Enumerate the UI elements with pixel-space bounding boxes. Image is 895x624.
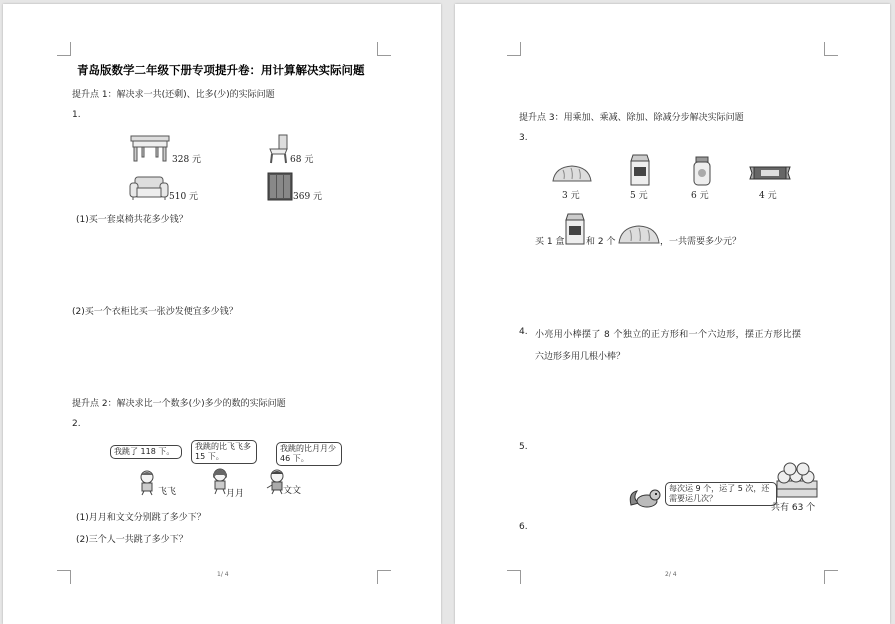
section-heading-3: 提升点 3：用乘加、乘减、除加、除减分步解决实际问题 (519, 113, 744, 123)
milk-carton-illustration (564, 213, 586, 245)
question-number: 1. (72, 110, 81, 120)
question-number: 4. (519, 327, 528, 337)
sofa-illustration (129, 175, 169, 201)
section-heading-2: 提升点 2：解决求比一个数多(少)多少的数的实际问题 (72, 399, 286, 409)
crop-mark (507, 42, 521, 56)
child-name: 月月 (226, 489, 245, 499)
question-4-line-1: 小亮用小棒摆了 8 个独立的正方形和一个六边形，摆正方形比摆 (535, 330, 802, 340)
question-number: 3. (519, 133, 528, 143)
apple-crate-illustration (775, 462, 819, 498)
milk-carton-illustration (629, 154, 651, 186)
chair-price: 68 元 (290, 155, 314, 165)
crop-mark (57, 42, 71, 56)
bread-illustration (551, 164, 593, 184)
jar-illustration (692, 156, 712, 186)
snack-bar-illustration (749, 164, 791, 182)
snack-price: 4 元 (759, 191, 777, 201)
speech-bubble: 每次运 9 个，运了 5 次，还需要运几次？ (665, 482, 777, 506)
question-1-part-1: (1)买一套桌椅共花多少钱？ (76, 215, 188, 225)
page-number: 2/ 4 (665, 571, 677, 578)
bread-illustration (617, 224, 661, 246)
question-3-text-b: 和 2 个 (586, 237, 616, 247)
crop-mark (824, 42, 838, 56)
child-name: 文文 (283, 486, 302, 496)
crop-mark (57, 570, 71, 584)
table-illustration (130, 134, 172, 162)
speech-bubble: 我跳的比飞飞多 15 下。 (191, 440, 257, 464)
document-title: 青岛版数学二年级下册专项提升卷：用计算解决实际问题 (77, 63, 365, 77)
question-2-part-1: (1)月月和文文分别跳了多少下？ (76, 513, 206, 523)
child-illustration (136, 470, 158, 496)
question-number: 6. (519, 522, 528, 532)
crop-mark (377, 570, 391, 584)
apple-total: 共有 63 个 (771, 503, 816, 513)
milk-price: 5 元 (630, 191, 648, 201)
document-page-1 (3, 4, 441, 624)
question-2-part-2: (2)三个人一共跳了多少下？ (76, 535, 188, 545)
crop-mark (377, 42, 391, 56)
chair-illustration (267, 134, 291, 164)
wardrobe-illustration (267, 172, 293, 202)
section-heading-1: 提升点 1：解决求一共(还剩)、比多(少)的实际问题 (72, 90, 275, 100)
question-1-part-2: (2)买一个衣柜比买一张沙发便宜多少钱？ (72, 307, 238, 317)
crop-mark (824, 570, 838, 584)
question-number: 5. (519, 442, 528, 452)
question-4-line-2: 六边形多用几根小棒？ (535, 352, 626, 362)
jar-price: 6 元 (691, 191, 709, 201)
question-3-text-c: ，一共需要多少元？ (660, 237, 742, 247)
wardrobe-price: 369 元 (293, 192, 323, 202)
child-name: 飞飞 (158, 487, 177, 497)
sofa-price: 510 元 (169, 192, 199, 202)
squirrel-illustration (628, 485, 662, 509)
question-number: 2. (72, 419, 81, 429)
table-price: 328 元 (172, 155, 202, 165)
speech-bubble: 我跳的比月月少 46 下。 (276, 442, 342, 466)
speech-bubble: 我跳了 118 下。 (110, 445, 182, 459)
document-page-2 (455, 4, 890, 624)
page-number: 1/ 4 (217, 571, 229, 578)
crop-mark (507, 570, 521, 584)
question-3-text-a: 买 1 盒 (535, 237, 565, 247)
bread-price: 3 元 (562, 191, 580, 201)
